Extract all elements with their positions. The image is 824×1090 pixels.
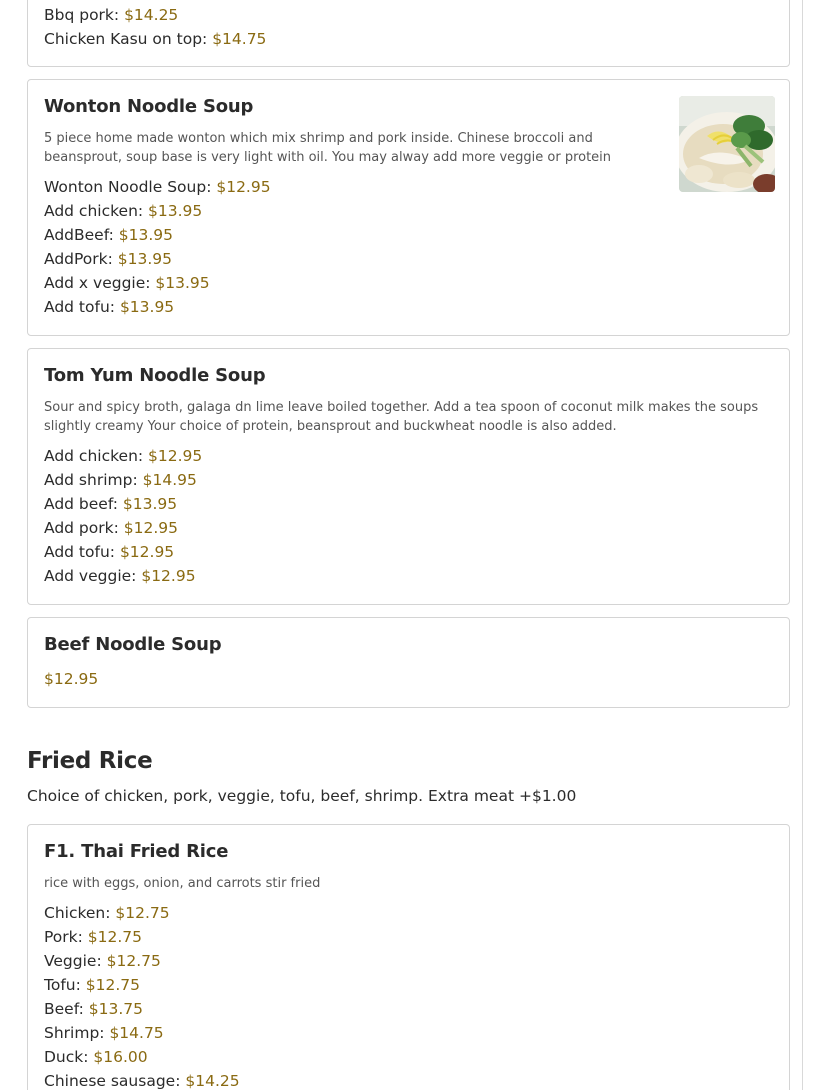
price-row: [44, 3, 266, 27]
price-value: $12.95: [141, 567, 196, 585]
price-value: $16.00: [93, 1048, 148, 1066]
price-value: $14.25: [124, 6, 179, 24]
price-row: [44, 199, 271, 223]
item-description: Sour and spicy broth, galaga dn lime leave boiled together. Add a tea spoon of coconut milk makes the soups slightly creamy Your choice of protein, beansprout and buckwheat noodle is also added.: [44, 400, 759, 434]
price-value: $14.95: [142, 471, 197, 489]
price-row: [44, 925, 240, 949]
price-value: $14.75: [212, 30, 267, 48]
price-label: Add chicken:: [44, 447, 149, 465]
menu-item-tom-yum-noodle-soup[interactable]: [27, 348, 790, 605]
price-row: [44, 271, 271, 295]
page-divider: [802, 0, 803, 1090]
price-value: $13.95: [119, 298, 175, 316]
price-label: Add tofu:: [44, 298, 120, 316]
price-value: $13.95: [117, 250, 173, 268]
price-row: [44, 492, 202, 516]
price-label: Add x veggie:: [44, 274, 156, 292]
item-title: Beef Noodle Soup: [44, 634, 222, 655]
item-title: Wonton Noodle Soup: [44, 96, 254, 117]
price-label: Tofu:: [44, 976, 86, 994]
price-label: Add chicken:: [44, 202, 149, 220]
price-value: $13.95: [118, 226, 174, 244]
menu-item-card[interactable]: [27, 0, 790, 67]
price-label: Chinese sausage:: [44, 1072, 186, 1090]
soup-bowl-image: [679, 96, 775, 192]
menu-item-wonton-noodle-soup[interactable]: [27, 79, 790, 336]
price-value: $13.75: [88, 1000, 144, 1018]
item-title: Tom Yum Noodle Soup: [44, 365, 266, 386]
price-row: [44, 444, 202, 468]
price-list: [44, 175, 271, 319]
price-list: [44, 3, 266, 51]
price-value: $13.95: [122, 495, 178, 513]
price-row: [44, 27, 266, 51]
price-label: Add beef:: [44, 495, 123, 513]
price-value: $12.95: [44, 670, 99, 688]
menu-item-thai-fried-rice[interactable]: [27, 824, 790, 1090]
price-label: Beef:: [44, 1000, 89, 1018]
price-value: $12.75: [85, 976, 140, 994]
price-list: [44, 901, 240, 1090]
section-title-fried-rice: Fried Rice: [27, 748, 153, 774]
price-value: $14.75: [109, 1024, 164, 1042]
price-label: Wonton Noodle Soup:: [44, 178, 217, 196]
menu-item-beef-noodle-soup[interactable]: [27, 617, 790, 708]
price-row: [44, 295, 271, 319]
price-value: $13.95: [148, 202, 203, 220]
price-row: [44, 468, 202, 492]
price-row: [44, 949, 240, 973]
price-row: [44, 247, 271, 271]
price-row: [44, 973, 240, 997]
price-label: AddPork:: [44, 250, 118, 268]
price-row: [44, 223, 271, 247]
price-value: $12.95: [123, 519, 179, 537]
price-row: [44, 1069, 240, 1090]
price-label: Add veggie:: [44, 567, 142, 585]
price-row: [44, 175, 271, 199]
price-label: Duck:: [44, 1048, 94, 1066]
price-row: [44, 540, 202, 564]
price-row: [44, 516, 202, 540]
price-label: Pork:: [44, 928, 88, 946]
price-value: $12.95: [216, 178, 271, 196]
price-value: $12.95: [119, 543, 175, 561]
price-label: Bbq pork:: [44, 6, 125, 24]
wonton-soup-photo[interactable]: [679, 96, 775, 192]
price-row: [44, 1045, 240, 1069]
price-row: [44, 1021, 240, 1045]
price-value: $12.75: [115, 904, 170, 922]
item-description: 5 piece home made wonton which mix shrimp and pork inside. Chinese broccoli and beansprout, soup base is very light with oil. You may alway add more veggie or protein: [44, 131, 612, 165]
price-list: [44, 444, 202, 588]
price-label: AddBeef:: [44, 226, 119, 244]
section-description: Choice of chicken, pork, veggie, tofu, beef, shrimp. Extra meat +$1.00: [27, 787, 577, 805]
price-value: $12.75: [87, 928, 143, 946]
price-label: Shrimp:: [44, 1024, 110, 1042]
price-label: Add tofu:: [44, 543, 120, 561]
price-value: $13.95: [155, 274, 210, 292]
price-row: [44, 997, 240, 1021]
price-value: $12.75: [106, 952, 161, 970]
item-title: F1. Thai Fried Rice: [44, 841, 229, 862]
price-label: Add shrimp:: [44, 471, 143, 489]
price-label: Chicken:: [44, 904, 116, 922]
item-description: rice with eggs, onion, and carrots stir fried: [44, 876, 321, 891]
price-value: $12.95: [148, 447, 203, 465]
price-label: Chicken Kasu on top:: [44, 30, 213, 48]
price-label: Veggie:: [44, 952, 107, 970]
price-row: [44, 564, 202, 588]
price-row: [44, 901, 240, 925]
price-value: $14.25: [185, 1072, 240, 1090]
price-label: Add pork:: [44, 519, 124, 537]
